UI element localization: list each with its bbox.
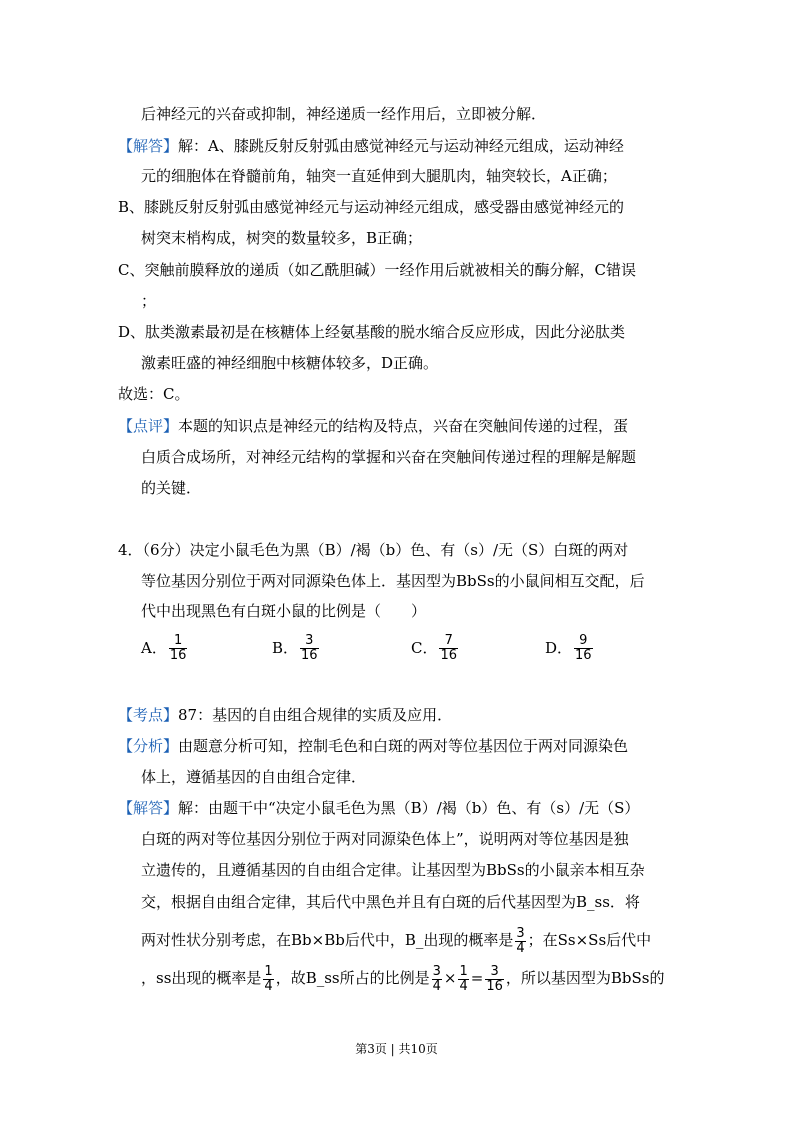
fenxi-text: 由题意分析可知，控制毛色和白斑的两对等位基因位于两对同源染色 [178,737,629,755]
q3-comment-line-1 [118,416,628,438]
q4-jieda-line-6 [141,958,664,998]
q4-option-b [272,627,321,667]
fraction-1-4: $\frac{1}{4}$ [264,963,273,994]
q4-option-a [141,627,189,667]
option-fraction: $\frac{9}{16}$ [575,632,592,663]
jieda-text: ，所以基因型为BbSs的 [505,969,665,987]
q4-jieda-line-3: 立遗传的，且遵循基因的自由组合定律。让基因型为BbSs的小鼠亲本相互杂 [141,861,645,879]
q4-option-d [545,627,595,667]
q3-option-d-line-1: D、肽类激素最初是在核糖体上经氨基酸的脱水缩合反应形成，因此分泌肽类 [118,323,626,341]
fraction-3-4: $\frac{3}{4}$ [516,925,525,956]
option-fraction: $\frac{1}{16}$ [169,632,187,663]
answer-tag: 【解答】 [118,137,179,155]
q4-stem-line-3: 代中出现黑色有白斑小鼠的比例是（ ） [141,602,427,620]
q3-option-d-line-2: 激素旺盛的神经细胞中核糖体较多，D正确。 [141,354,439,372]
fraction-3-4: $\frac{3}{4}$ [432,963,441,994]
jieda-text: ，故B_ss所占的比例是 [275,969,430,987]
page-footer: 第3页 | 共10页 [355,1042,438,1056]
option-letter: D． [545,639,573,657]
q4-fenxi-line-2: 体上，遵循基因的自由组合定律． [141,768,367,786]
q3-option-c-line-2: ； [141,292,157,310]
q4-jieda-line-1 [118,798,639,820]
fraction-3-16: $\frac{3}{16}$ [486,963,503,994]
fenxi-tag: 【分析】 [118,737,179,755]
equals-sign: = [470,969,484,987]
q4-stem-line-1: 4．（6分）决定小鼠毛色为黑（B）/褐（b）色、有（s）/无（S）白斑的两对 [118,541,629,559]
option-letter: C． [411,639,438,657]
option-letter: B． [272,639,299,657]
q4-jieda-line-2: 白斑的两对等位基因分别位于两对同源染色体上”，说明两对等位基因是独 [141,830,629,848]
q4-jieda-line-4: 交，根据自由组合定律，其后代中黑色并且有白斑的后代基因型为B_ss．将 [141,893,640,911]
times-sign: × [443,969,457,987]
q3-intro-line: 后神经元的兴奋或抑制，神经递质一经作用后，立即被分解． [141,105,547,123]
jieda-tag: 【解答】 [118,799,179,817]
jieda-text: ；在Ss×Ss后代中 [527,931,652,949]
q3-answer-line-2: 元的细胞体在脊髓前角，轴突一直延伸到大腿肌肉，轴突较长，A正确； [141,167,617,185]
kaodian-tag: 【考点】 [118,706,179,724]
q4-stem-line-2: 等位基因分别位于两对同源染色体上．基因型为BbSs的小鼠间相互交配，后 [141,572,645,590]
jieda-text: ，ss出现的概率是 [141,969,262,987]
q4-jieda-line-5 [141,920,651,960]
q3-comment-line-3: 的关键． [141,479,202,497]
option-letter: A． [141,639,167,657]
option-fraction: $\frac{3}{16}$ [301,632,318,663]
answer-text: 解：A、膝跳反射反射弧由感觉神经元与运动神经元组成，运动神经 [178,137,624,155]
q3-choice: 故选：C。 [118,385,190,403]
q4-fenxi-line-1 [118,736,628,758]
jieda-text: 解：由题干中“决定小鼠毛色为黑（B）/褐（b）色、有（s）/无（S） [178,799,640,817]
q3-comment-line-2: 白质合成场所，对神经元结构的掌握和兴奋在突触间传递过程的理解是解题 [141,448,637,466]
option-fraction: $\frac{7}{16}$ [440,632,458,663]
q4-option-c [411,627,460,667]
q4-kaodian [118,705,452,727]
kaodian-text: 87：基因的自由组合规律的实质及应用． [178,706,453,724]
q3-option-b-line-2: 树突末梢构成，树突的数量较多，B正确； [141,229,423,247]
jieda-text: 两对性状分别考虑，在Bb×Bb后代中，B_出现的概率是 [141,931,514,949]
q3-answer-line-1 [118,136,624,158]
fraction-1-4: $\frac{1}{4}$ [459,963,468,994]
q3-option-c-line-1: C、突触前膜释放的递质（如乙酰胆碱）一经作用后就被相关的酶分解，C错误 [118,261,636,279]
comment-tag: 【点评】 [118,417,179,435]
q3-option-b-line-1: B、膝跳反射反射弧由感觉神经元与运动神经元组成，感受器由感觉神经元的 [118,198,625,216]
comment-text: 本题的知识点是神经元的结构及特点，兴奋在突触间传递的过程，蛋 [178,417,629,435]
